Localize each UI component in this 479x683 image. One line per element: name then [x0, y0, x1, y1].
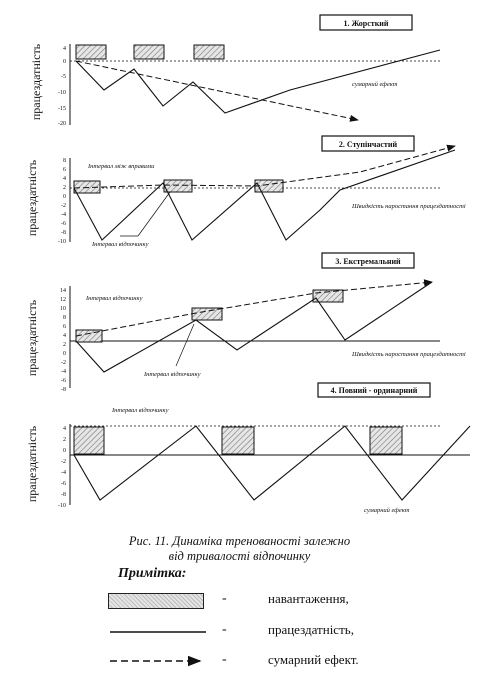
- y-ticks: [58, 46, 66, 127]
- panel-title: 1. Жорсткий: [343, 19, 389, 28]
- y-tick-label: -4: [61, 470, 66, 476]
- y-tick-label: 2: [63, 342, 66, 348]
- legend-label: навантаження,: [268, 591, 349, 606]
- figure-caption-line-1: Рис. 11. Динаміка тренованості залежно: [128, 534, 351, 548]
- y-tick-label: -8: [61, 387, 66, 393]
- legend-dash: -: [222, 652, 227, 667]
- y-tick-label: 0: [63, 194, 66, 200]
- y-tick-label: -4: [61, 369, 66, 375]
- y-tick-label: 2: [63, 437, 66, 443]
- y-tick-label: -2: [61, 203, 66, 209]
- y-axis-label: працездатність: [25, 299, 39, 377]
- figure-caption-line-2: від тривалості відпочинку: [168, 549, 311, 563]
- annotation: сумарний ефект: [364, 507, 410, 514]
- y-tick-label: 4: [63, 46, 66, 52]
- y-ticks: [58, 426, 66, 509]
- y-tick-label: -2: [61, 459, 66, 465]
- load-box: [194, 45, 224, 59]
- y-ticks: [60, 288, 66, 393]
- load-box: [164, 180, 192, 192]
- annotation: Інтервал відпочинку: [144, 371, 201, 378]
- annotation: Швидкість наростання працездатності: [352, 203, 466, 210]
- y-tick-label: 0: [63, 351, 66, 357]
- y-tick-label: -6: [61, 221, 66, 227]
- y-tick-label: -20: [58, 121, 66, 127]
- panel-1: [29, 15, 440, 127]
- y-ticks: [58, 158, 66, 245]
- annotation: Швидкість наростання працездатності: [352, 351, 466, 358]
- y-tick-label: 6: [63, 167, 66, 173]
- panel-4: [25, 383, 470, 514]
- legend-dash: -: [222, 622, 227, 637]
- y-axis-label: працездатність: [25, 159, 39, 237]
- y-tick-label: -15: [58, 106, 66, 112]
- legend-dash: -: [222, 591, 227, 606]
- panel-title: 3. Екстремальний: [335, 257, 401, 266]
- load-box: [76, 45, 106, 59]
- y-tick-label: 4: [63, 426, 66, 432]
- cumulative-effect-arrow: [76, 61, 358, 120]
- y-tick-label: -10: [58, 90, 66, 96]
- load-box: [134, 45, 164, 59]
- y-tick-label: -5: [61, 74, 66, 80]
- y-tick-label: 12: [60, 297, 66, 303]
- note-title: Примітка:: [118, 566, 187, 581]
- y-tick-label: 14: [60, 288, 66, 294]
- legend-load-box: [108, 593, 204, 609]
- load-box: [222, 427, 254, 454]
- y-tick-label: 0: [63, 448, 66, 454]
- panel-title: 2. Ступінчастий: [338, 140, 398, 149]
- y-tick-label: 0: [63, 59, 66, 65]
- y-axis-label: працездатність: [25, 425, 39, 503]
- y-tick-label: -6: [61, 481, 66, 487]
- y-tick-label: 10: [60, 306, 66, 312]
- y-tick-label: -8: [61, 492, 66, 498]
- load-box: [370, 427, 402, 454]
- y-tick-label: 8: [63, 315, 66, 321]
- legend-row-capacity: [108, 622, 438, 642]
- load-box: [192, 308, 222, 320]
- legend-row-effect: [108, 652, 438, 672]
- y-tick-label: -4: [61, 212, 66, 218]
- annotation: Інтервал між вправами: [88, 163, 155, 170]
- panel-2: [25, 136, 466, 248]
- work-capacity-line: [74, 426, 470, 500]
- y-tick-label: 4: [63, 176, 66, 182]
- legend-label: сумарний ефект.: [268, 652, 359, 667]
- y-axis-label: працездатність: [29, 43, 43, 121]
- pointer-line: [138, 192, 170, 236]
- panel-title: 4. Повний - ординарний: [330, 386, 418, 395]
- y-tick-label: 6: [63, 324, 66, 330]
- cumulative-effect-arrow: [76, 282, 432, 336]
- y-tick-label: -2: [61, 360, 66, 366]
- legend-label: працездатність,: [268, 622, 354, 637]
- y-tick-label: 8: [63, 158, 66, 164]
- panel-3: [25, 253, 466, 393]
- y-tick-label: 4: [63, 333, 66, 339]
- load-box: [74, 427, 104, 454]
- y-tick-label: -10: [58, 503, 66, 509]
- annotation: Інтервал відпочинку: [86, 295, 143, 302]
- y-tick-label: -10: [58, 239, 66, 245]
- annotation: сумарний ефект: [352, 81, 398, 88]
- y-tick-label: -8: [61, 230, 66, 236]
- annotation: Інтервал відпочинку: [92, 241, 149, 248]
- annotation: Інтервал відпочинку: [112, 407, 169, 414]
- y-tick-label: -6: [61, 378, 66, 384]
- legend-row-load: [108, 591, 438, 611]
- y-tick-label: 2: [63, 185, 66, 191]
